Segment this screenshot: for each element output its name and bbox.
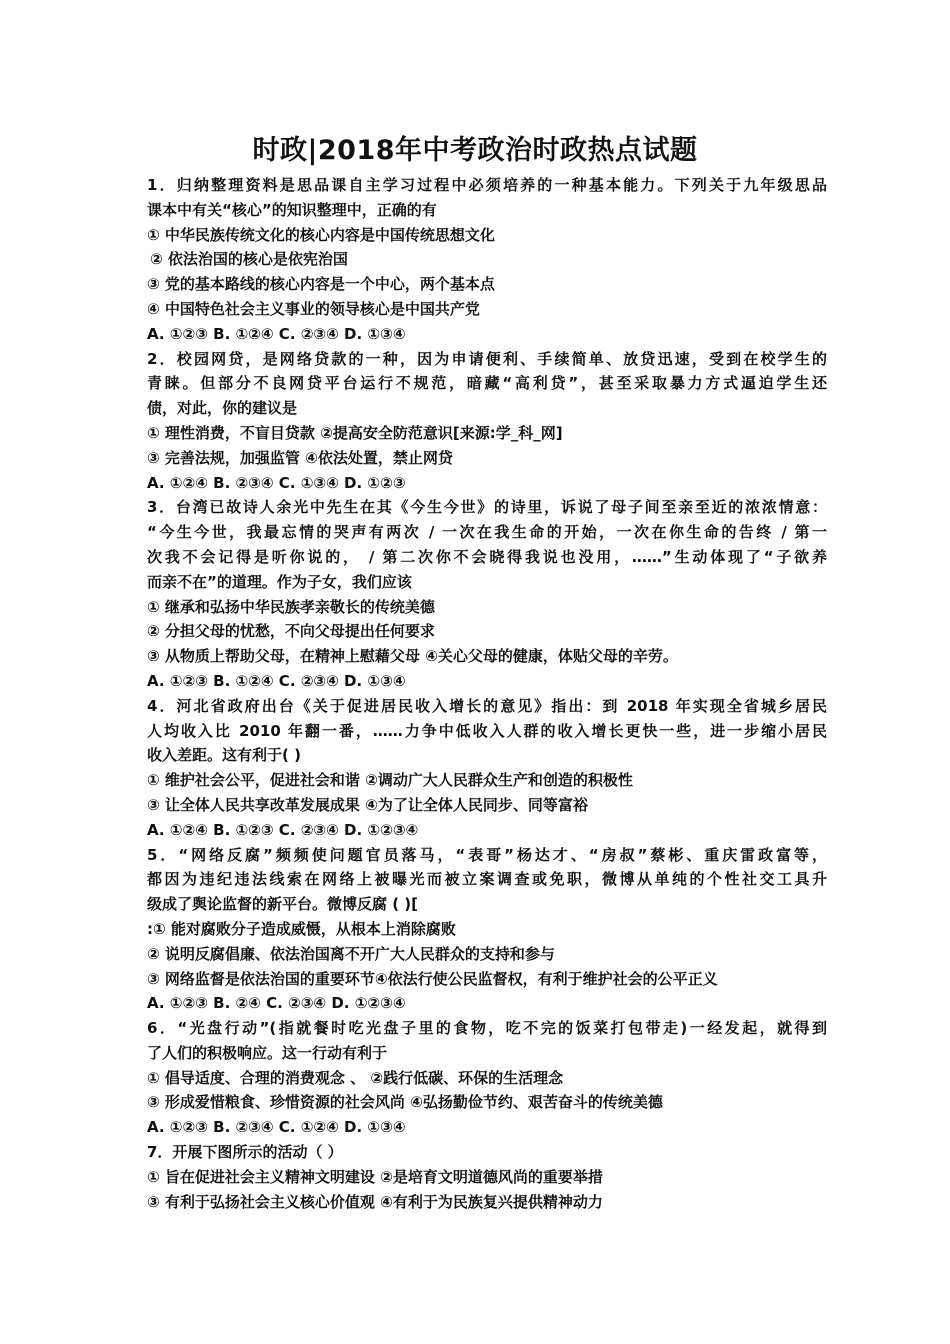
text-line: A. ①②④ B. ②③④ C. ①③④ D. ①②③ — [147, 473, 406, 492]
text-line: ② 说明反腐倡廉、依法治国离不开广大人民群众的支持和参与 — [147, 944, 555, 963]
text-line: “今生今世，我最忘情的哭声有两次 / 一次在我生命的开始，一次在你生命的告终 / 第一 — [147, 523, 827, 542]
text-line: 6．“光盘行动”(指就餐时吃光盘子里的食物，吃不完的饭菜打包带走)一经发起，就得到 — [147, 1019, 827, 1038]
text-line: ① 继承和弘扬中华民族孝亲敬长的传统美德 — [147, 597, 435, 616]
text-line: 7．开展下图所示的活动（ ） — [147, 1143, 343, 1162]
text-line: 青睐。但部分不良网贷平台运行不规范，暗藏“高利贷”，甚至采取暴力方式逼迫学生还 — [147, 374, 827, 393]
text-line: 5．“网络反腐”频频使问题官员落马，“表哥”杨达才、“房叔”蔡彬、重庆雷政富等， — [147, 845, 827, 864]
text-line: ① 理性消费，不盲目贷款 ②提高安全防范意识[来源:学_科_网] — [147, 423, 563, 442]
text-line: 次我不会记得是听你说的， / 第二次你不会晓得我说也没用，……”生动体现了“子欲养 — [147, 547, 827, 566]
text-line: 而亲不在”的道理。作为子女，我们应该 — [147, 572, 412, 591]
text-line: ③ 从物质上帮助父母，在精神上慰藉父母 ④关心父母的健康，体贴父母的辛劳。 — [147, 647, 678, 666]
text-line: 都因为违纪违法线索在网络上被曝光而被立案调查或免职，微博从单纯的个性社交工具升 — [147, 870, 827, 889]
text-line: 1．归纳整理资料是思品课自主学习过程中必须培养的一种基本能力。下列关于九年级思品 — [147, 176, 827, 194]
text-line: ① 中华民族传统文化的核心内容是中国传统思想文化 — [147, 225, 495, 244]
text-line: ① 倡导适度、合理的消费观念 、 ②践行低碳、环保的生活理念 — [147, 1068, 564, 1087]
text-line: ③ 有利于弘扬社会主义核心价值观 ④有利于为民族复兴提供精神动力 — [147, 1192, 603, 1211]
text-line: A. ①②③ B. ①②④ C. ②③④ D. ①③④ — [147, 671, 406, 690]
text-line: A. ①②④ B. ①②③ C. ②③④ D. ①②③④ — [147, 820, 419, 839]
text-line: ② 依法治国的核心是依宪治国 — [150, 250, 348, 269]
question-body — [147, 173, 827, 1214]
text-line: ① 旨在促进社会主义精神文明建设 ②是培育文明道德风尚的重要举措 — [147, 1167, 603, 1186]
text-line: A. ①②③ B. ①②④ C. ②③④ D. ①③④ — [147, 324, 406, 343]
text-line: :① 能对腐败分子造成威慑，从根本上消除腐败 — [147, 919, 456, 938]
text-line: 课本中有关“核心”的知识整理中，正确的有 — [147, 200, 437, 219]
text-line: 3．台湾已故诗人余光中先生在其《今生今世》的诗里，诉说了母子间至亲至近的浓浓情意： — [147, 498, 827, 517]
page-title: 时政|2018年中考政治时政热点试题 — [252, 135, 698, 166]
text-line: ③ 形成爱惜粮食、珍惜资源的社会风尚 ④弘扬勤俭节约、艰苦奋斗的传统美德 — [147, 1093, 663, 1112]
text-line: ② 分担父母的忧愁，不向父母提出任何要求 — [147, 622, 435, 641]
text-line: 2．校园网贷，是网络贷款的一种，因为申请便利、手续简单、放贷迅速，受到在校学生的 — [147, 349, 827, 368]
text-line: 人均收入比 2010 年翻一番，……力争中低收入人群的收入增长更快一些，进一步缩小居民 — [147, 721, 827, 740]
text-line: 收入差距。这有利于( ) — [147, 746, 301, 765]
text-line: ③ 网络监督是依法治国的重要环节④依法行使公民监督权，有利于维护社会的公平正义 — [147, 969, 718, 988]
text-line: ④ 中国特色社会主义事业的领导核心是中国共产党 — [147, 299, 480, 318]
text-line: ③ 完善法规，加强监管 ④依法处置，禁止网贷 — [147, 448, 453, 467]
text-line: 债，对此，你的建议是 — [147, 399, 298, 418]
text-line: A. ①②③ B. ②③④ C. ①②④ D. ①③④ — [147, 1118, 406, 1137]
text-line: 级成了舆论监督的新平台。微博反腐 ( )[ — [147, 895, 419, 914]
text-line: ③ 党的基本路线的核心内容是一个中心，两个基本点 — [147, 275, 495, 294]
text-line: 了人们的积极响应。这一行动有利于 — [147, 1043, 388, 1062]
text-line: 4．河北省政府出台《关于促进居民收入增长的意见》指出：到 2018 年实现全省城乡居民 — [147, 696, 827, 715]
text-line: ① 维护社会公平，促进社会和谐 ②调动广大人民群众生产和创造的积极性 — [147, 771, 633, 790]
text-line: ③ 让全体人民共享改革发展成果 ④为了让全体人民同步、同等富裕 — [147, 795, 588, 814]
text-line: A. ①②③ B. ②④ C. ②③④ D. ①②③④ — [147, 994, 406, 1013]
